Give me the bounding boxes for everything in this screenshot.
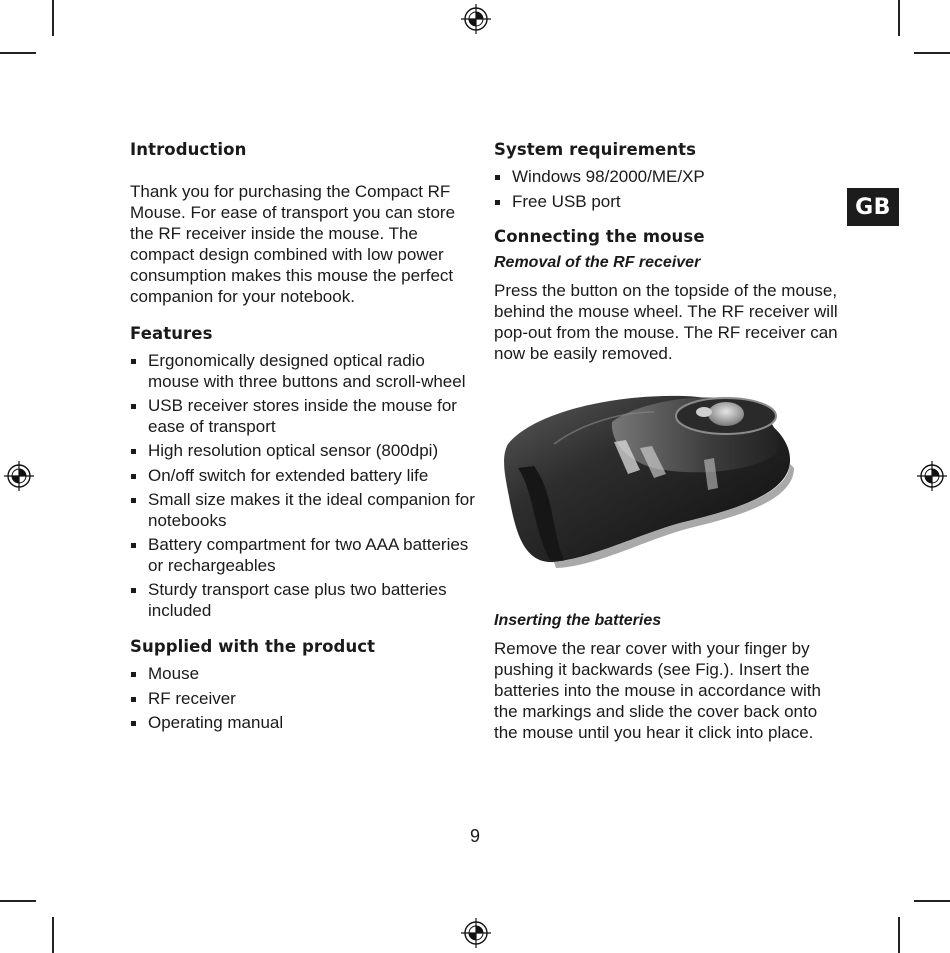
registration-crosshair-icon [4, 461, 34, 491]
registration-crosshair-icon [461, 918, 491, 948]
list-item: RF receiver [130, 689, 475, 710]
supplied-list [130, 664, 475, 734]
crop-mark [0, 900, 36, 902]
features-heading: Features [130, 324, 213, 343]
system-requirements-heading: System requirements [494, 140, 697, 159]
removal-subheading: Removal of the RF receiver [494, 254, 701, 271]
language-tab: GB [847, 188, 899, 226]
introduction-text: Thank you for purchasing the Compact RF Mouse. For ease of transport you can store the RF receiver inside the mouse. The compact design combined with low power consumption makes this mouse the perfect companion for your notebook. [130, 182, 456, 306]
list-item: Sturdy transport case plus two batteries included [130, 580, 475, 621]
registration-crosshair-icon [917, 461, 947, 491]
list-item: Small size makes it the ideal companion for notebooks [130, 490, 475, 531]
inserting-section [494, 612, 839, 743]
list-item: Ergonomically designed optical radio mouse with three buttons and scroll-wheel [130, 351, 475, 392]
system-requirements-list [494, 167, 839, 212]
features-list [130, 351, 475, 621]
list-item: USB receiver stores inside the mouse for ease of transport [130, 396, 475, 437]
left-column [130, 140, 475, 738]
mouse-photo [494, 382, 799, 570]
list-item: Battery compartment for two AAA batteries or rechargeables [130, 535, 475, 576]
registration-crosshair-icon [461, 4, 491, 34]
removal-text: Press the button on the topside of the mouse, behind the mouse wheel. The RF receiver will pop-out from the mouse. The RF receiver can now be easily removed. [494, 281, 838, 363]
crop-mark [52, 0, 54, 36]
supplied-heading: Supplied with the product [130, 637, 376, 656]
list-item: Operating manual [130, 713, 475, 734]
list-item: On/off switch for extended battery life [130, 466, 475, 487]
crop-mark [914, 900, 950, 902]
page-number: 9 [469, 826, 480, 846]
crop-mark [0, 52, 36, 54]
crop-mark [898, 0, 900, 36]
crop-mark [914, 52, 950, 54]
list-item: Free USB port [494, 192, 839, 213]
inserting-text: Remove the rear cover with your finger by pushing it backwards (see Fig.). Insert the batteries into the mouse in accordance with the markings and slide the cover back onto the mouse until you hear it click into place. [494, 639, 821, 742]
introduction-heading: Introduction [130, 140, 247, 159]
right-column [494, 140, 839, 364]
connecting-heading: Connecting the mouse [494, 227, 705, 246]
list-item: Mouse [130, 664, 475, 685]
list-item: Windows 98/2000/ME/XP [494, 167, 839, 188]
crop-mark [898, 917, 900, 953]
crop-mark [52, 917, 54, 953]
list-item: High resolution optical sensor (800dpi) [130, 441, 475, 462]
inserting-subheading: Inserting the batteries [494, 612, 662, 629]
